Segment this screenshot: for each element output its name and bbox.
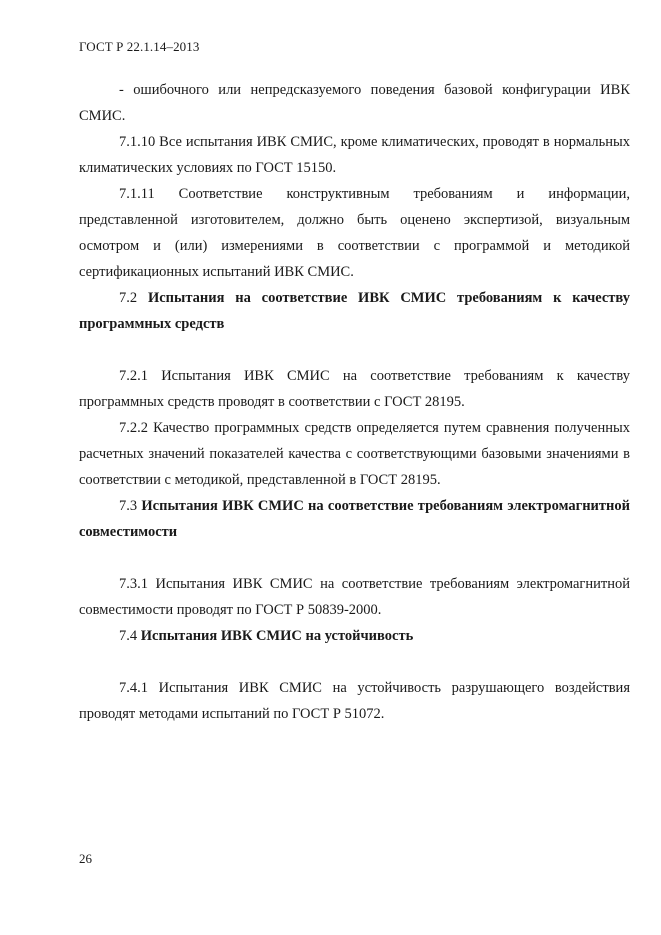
- document-header: ГОСТ Р 22.1.14–2013: [79, 39, 200, 54]
- section-number-7-2: 7.2: [119, 290, 138, 306]
- section-number-7-3: 7.3: [119, 498, 138, 514]
- paragraph-7-4-1: 7.4.1 Испытания ИВК СМИС на устойчивость разрушающего воздействия проводят методами испытаний по ГОСТ Р 51072.: [79, 680, 630, 722]
- section-heading-7-4: [79, 623, 630, 649]
- section-title-7-4: Испытания ИВК СМИС на устойчивость: [140, 628, 414, 644]
- section-heading-7-2: [79, 285, 630, 337]
- paragraph-7-2-2: 7.2.2 Качество программных средств определяется путем сравнения полученных расчетных значений показателей качества с соответствующими базовыми значениями в соответствии с методикой, представленной в ГОСТ 28195.: [79, 420, 630, 488]
- paragraph-list-item: - ошибочного или непредсказуемого поведения базовой конфигурации ИВК СМИС.: [79, 82, 630, 124]
- paragraph-7-1-10: 7.1.10 Все испытания ИВК СМИС, кроме климатических, проводят в нормальных климатических условиях по ГОСТ 15150.: [79, 134, 630, 176]
- paragraph-7-1-11: 7.1.11 Соответствие конструктивным требованиям и информации, представленной изготовителем, должно быть оценено экспертизой, визуальным осмотром и (или) измерениями в соответствии с программой и методикой сертификационных испытаний ИВК СМИС.: [79, 186, 630, 280]
- paragraph-7-2-1: 7.2.1 Испытания ИВК СМИС на соответствие требованиям к качеству программных средств проводят в соответствии с ГОСТ 28195.: [79, 368, 630, 410]
- paragraph-7-3-1: 7.3.1 Испытания ИВК СМИС на соответствие требованиям электромагнитной совместимости проводят по ГОСТ Р 50839-2000.: [79, 576, 630, 618]
- section-number-7-4: 7.4: [119, 628, 138, 644]
- section-title-7-2: Испытания на соответствие ИВК СМИС требованиям к качеству программных средств: [79, 290, 631, 332]
- section-title-7-3: Испытания ИВК СМИС на соответствие требованиям электромагнитной совместимости: [79, 498, 630, 540]
- section-heading-7-3: [79, 493, 630, 545]
- document-body: [79, 77, 630, 727]
- page-number: 26: [79, 851, 92, 866]
